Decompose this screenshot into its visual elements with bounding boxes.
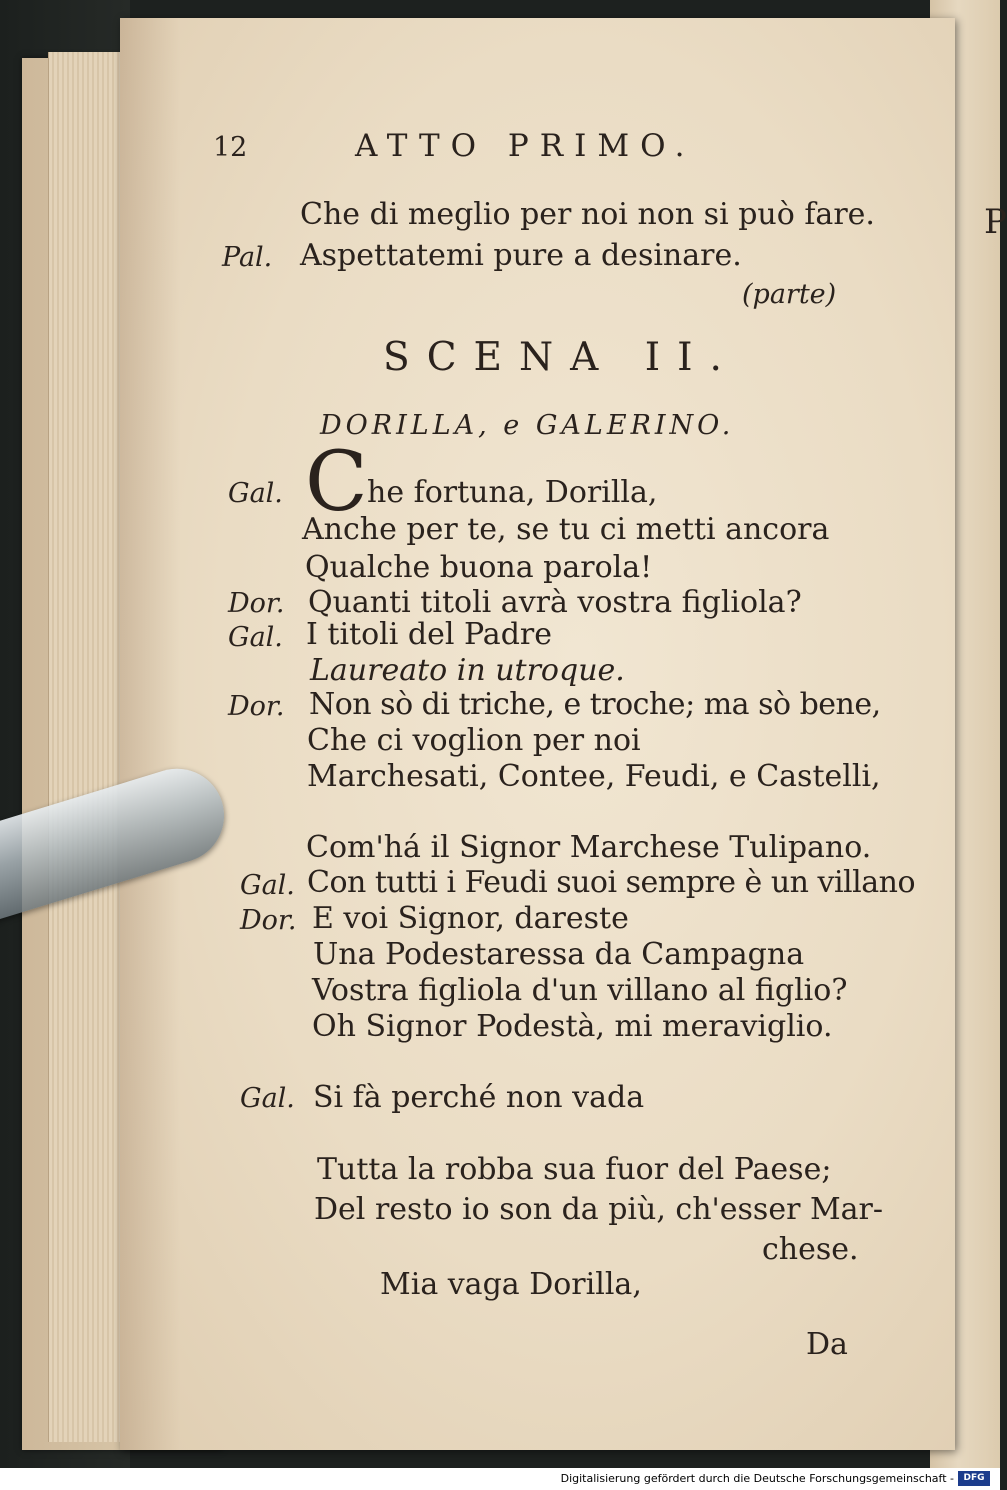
dialogue-line: Che ci voglion per noi [307, 723, 641, 758]
dialogue-line: I titoli del Padre [306, 617, 552, 652]
speaker-label: Dor. [240, 905, 297, 936]
dialogue-line: Aspettatemi pure a desinare. [300, 238, 742, 273]
dialogue-line: he fortuna, Dorilla, [367, 475, 658, 510]
dialogue-line: Anche per te, se tu ci metti ancora [302, 512, 830, 547]
dialogue-line: Del resto io son da più, ch'esser Mar- [314, 1192, 884, 1227]
page-number: 12 [213, 132, 248, 163]
dialogue-line: Marchesati, Contee, Feudi, e Castelli, [307, 759, 881, 794]
dialogue-line: Non sò di triche, e troche; ma sò bene, [309, 687, 881, 722]
scene-title: SCENA II. [383, 335, 739, 380]
facing-page-glyph: P [984, 202, 1007, 242]
dialogue-line: E voi Signor, dareste [312, 901, 629, 936]
catchword: Da [806, 1327, 848, 1362]
stage-direction: (parte) [742, 279, 837, 310]
speaker-label: Gal. [228, 478, 283, 509]
running-head: ATTO PRIMO. [355, 128, 696, 164]
speaker-label: Gal. [228, 622, 283, 653]
dialogue-line: chese. [762, 1232, 859, 1267]
drop-cap: C [305, 435, 368, 530]
dialogue-line: Che di meglio per noi non si può fare. [300, 197, 875, 232]
scene-characters: DORILLA, e GALERINO. [320, 410, 735, 441]
gutter-shadow [120, 18, 180, 1450]
dialogue-line: Si fà perché non vada [313, 1080, 645, 1115]
dialogue-line: Quanti titoli avrà vostra figliola? [308, 585, 802, 620]
dialogue-line: Oh Signor Podestà, mi meraviglio. [312, 1009, 833, 1044]
dialogue-line: Vostra figliola d'un villano al figlio? [312, 973, 848, 1008]
speaker-label: Dor. [228, 588, 285, 619]
dialogue-line: Tutta la robba sua fuor del Paese; [317, 1152, 832, 1187]
dfg-logo: DFG [958, 1471, 990, 1486]
speaker-label: Pal. [222, 242, 273, 273]
dialogue-line: Laureato in utroque. [310, 653, 625, 688]
dialogue-line: Una Podestaressa da Campagna [313, 937, 805, 972]
dialogue-line: Qualche buona parola! [305, 550, 653, 585]
funding-credit: Digitalisierung gefördert durch die Deutsche Forschungsgemeinschaft - [560, 1472, 954, 1485]
dialogue-line: Con tutti i Feudi suoi sempre è un villano [307, 865, 916, 900]
dialogue-line: Mia vaga Dorilla, [380, 1267, 642, 1302]
speaker-label: Gal. [240, 870, 295, 901]
speaker-label: Gal. [240, 1083, 295, 1114]
dialogue-line: Com'há il Signor Marchese Tulipano. [306, 830, 872, 865]
speaker-label: Dor. [228, 691, 285, 722]
